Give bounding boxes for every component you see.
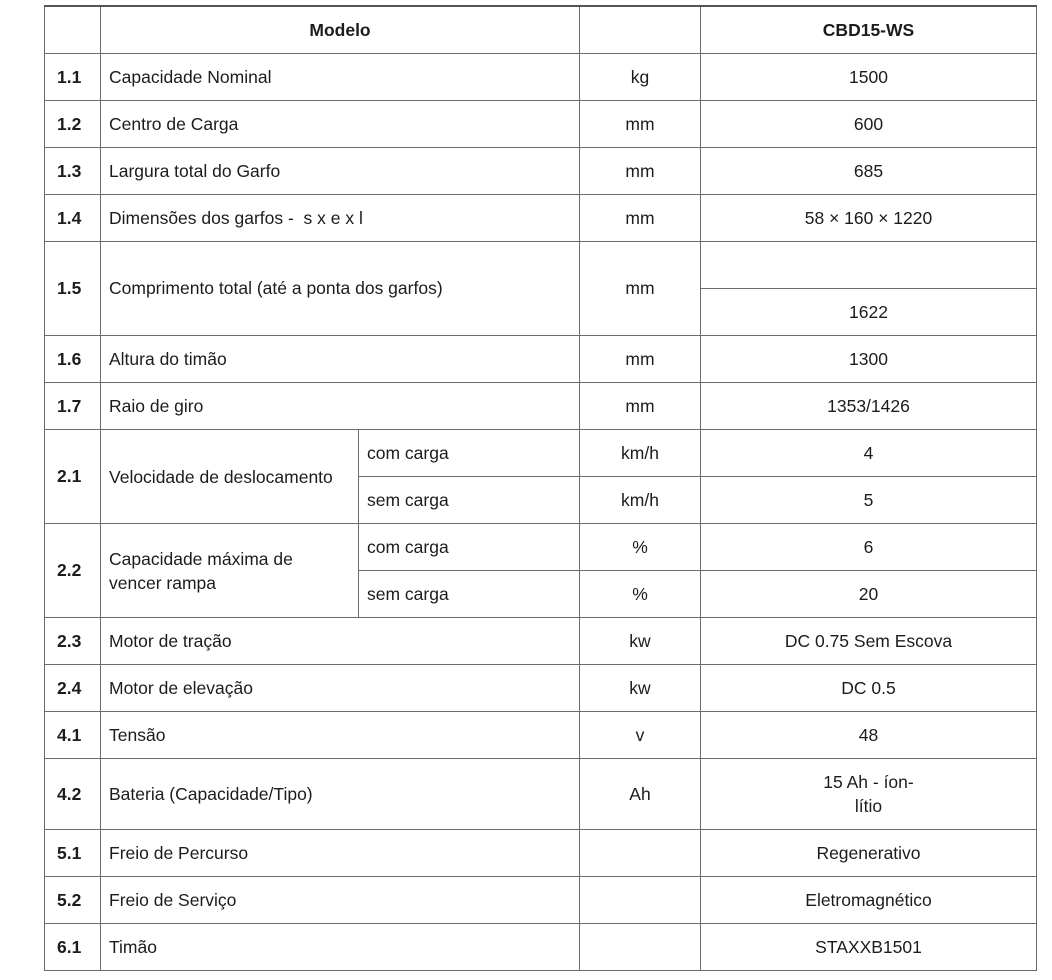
header-row bbox=[45, 6, 1037, 54]
row-unit: km/h bbox=[580, 477, 701, 524]
row-id: 1.2 bbox=[45, 101, 101, 148]
row-value: 4 bbox=[701, 430, 1037, 477]
table-row bbox=[45, 101, 1037, 148]
row-unit: kg bbox=[580, 54, 701, 101]
table-row bbox=[45, 924, 1037, 971]
row-value: 1622 bbox=[701, 289, 1037, 336]
row-value: Regenerativo bbox=[701, 830, 1037, 877]
row-unit: mm bbox=[580, 383, 701, 430]
row-value: 1500 bbox=[701, 54, 1037, 101]
row-description: Bateria (Capacidade/Tipo) bbox=[101, 759, 580, 830]
row-description: Capacidade Nominal bbox=[101, 54, 580, 101]
row-unit bbox=[580, 877, 701, 924]
row-unit: mm bbox=[580, 195, 701, 242]
row-value: 20 bbox=[701, 571, 1037, 618]
row-unit: mm bbox=[580, 336, 701, 383]
row-id: 5.1 bbox=[45, 830, 101, 877]
table-row bbox=[45, 336, 1037, 383]
row-id: 2.4 bbox=[45, 665, 101, 712]
row-description: Freio de Percurso bbox=[101, 830, 580, 877]
table-row bbox=[45, 195, 1037, 242]
row-value: STAXXB1501 bbox=[701, 924, 1037, 971]
row-unit: kw bbox=[580, 665, 701, 712]
table-row bbox=[45, 830, 1037, 877]
row-value: 600 bbox=[701, 101, 1037, 148]
row-id: 5.2 bbox=[45, 877, 101, 924]
row-value: 685 bbox=[701, 148, 1037, 195]
row-description: Motor de elevação bbox=[101, 665, 580, 712]
row-id: 1.7 bbox=[45, 383, 101, 430]
row-description: Raio de giro bbox=[101, 383, 580, 430]
row-description: Freio de Serviço bbox=[101, 877, 580, 924]
row-id: 1.3 bbox=[45, 148, 101, 195]
table-row bbox=[45, 430, 1037, 477]
table-row bbox=[45, 54, 1037, 101]
row-value: 5 bbox=[701, 477, 1037, 524]
row-value-top bbox=[701, 242, 1037, 289]
header-unit-cell bbox=[580, 6, 701, 54]
row-condition: sem carga bbox=[359, 477, 580, 524]
row-unit: mm bbox=[580, 242, 701, 336]
row-description: Timão bbox=[101, 924, 580, 971]
row-description: Velocidade de deslocamento bbox=[101, 430, 359, 524]
row-description: Comprimento total (até a ponta dos garfos) bbox=[101, 242, 580, 336]
header-id-cell bbox=[45, 6, 101, 54]
row-unit: % bbox=[580, 524, 701, 571]
row-unit: % bbox=[580, 571, 701, 618]
row-description: Largura total do Garfo bbox=[101, 148, 580, 195]
row-description: Motor de tração bbox=[101, 618, 580, 665]
table-row bbox=[45, 759, 1037, 830]
row-value: DC 0.75 Sem Escova bbox=[701, 618, 1037, 665]
row-value: 48 bbox=[701, 712, 1037, 759]
row-id: 1.4 bbox=[45, 195, 101, 242]
spec-table bbox=[44, 5, 1037, 971]
row-condition: com carga bbox=[359, 524, 580, 571]
row-id: 2.2 bbox=[45, 524, 101, 618]
row-unit: v bbox=[580, 712, 701, 759]
row-id: 4.2 bbox=[45, 759, 101, 830]
row-unit: mm bbox=[580, 101, 701, 148]
row-value: 1353/1426 bbox=[701, 383, 1037, 430]
row-id: 1.5 bbox=[45, 242, 101, 336]
row-description: Tensão bbox=[101, 712, 580, 759]
table-row bbox=[45, 665, 1037, 712]
table-row bbox=[45, 148, 1037, 195]
row-value: DC 0.5 bbox=[701, 665, 1037, 712]
table-row bbox=[45, 712, 1037, 759]
row-unit: Ah bbox=[580, 759, 701, 830]
row-value: 58 × 160 × 1220 bbox=[701, 195, 1037, 242]
table-row bbox=[45, 618, 1037, 665]
row-id: 4.1 bbox=[45, 712, 101, 759]
table-row bbox=[45, 383, 1037, 430]
row-value: 15 Ah - íon-lítio bbox=[701, 759, 1037, 830]
row-description: Dimensões dos garfos - s x e x l bbox=[101, 195, 580, 242]
row-id: 1.1 bbox=[45, 54, 101, 101]
row-unit: kw bbox=[580, 618, 701, 665]
row-value: 1300 bbox=[701, 336, 1037, 383]
row-description: Centro de Carga bbox=[101, 101, 580, 148]
row-unit: mm bbox=[580, 148, 701, 195]
row-id: 6.1 bbox=[45, 924, 101, 971]
row-condition: sem carga bbox=[359, 571, 580, 618]
table-row bbox=[45, 877, 1037, 924]
row-condition: com carga bbox=[359, 430, 580, 477]
row-description: Altura do timão bbox=[101, 336, 580, 383]
row-unit: km/h bbox=[580, 430, 701, 477]
row-id: 2.3 bbox=[45, 618, 101, 665]
table-row bbox=[45, 242, 1037, 289]
row-value: 6 bbox=[701, 524, 1037, 571]
row-id: 2.1 bbox=[45, 430, 101, 524]
table-row bbox=[45, 524, 1037, 571]
model-label: Modelo bbox=[101, 6, 580, 54]
row-unit bbox=[580, 924, 701, 971]
row-unit bbox=[580, 830, 701, 877]
row-value: Eletromagnético bbox=[701, 877, 1037, 924]
row-id: 1.6 bbox=[45, 336, 101, 383]
model-value: CBD15-WS bbox=[701, 6, 1037, 54]
row-description: Capacidade máxima de vencer rampa bbox=[101, 524, 359, 618]
